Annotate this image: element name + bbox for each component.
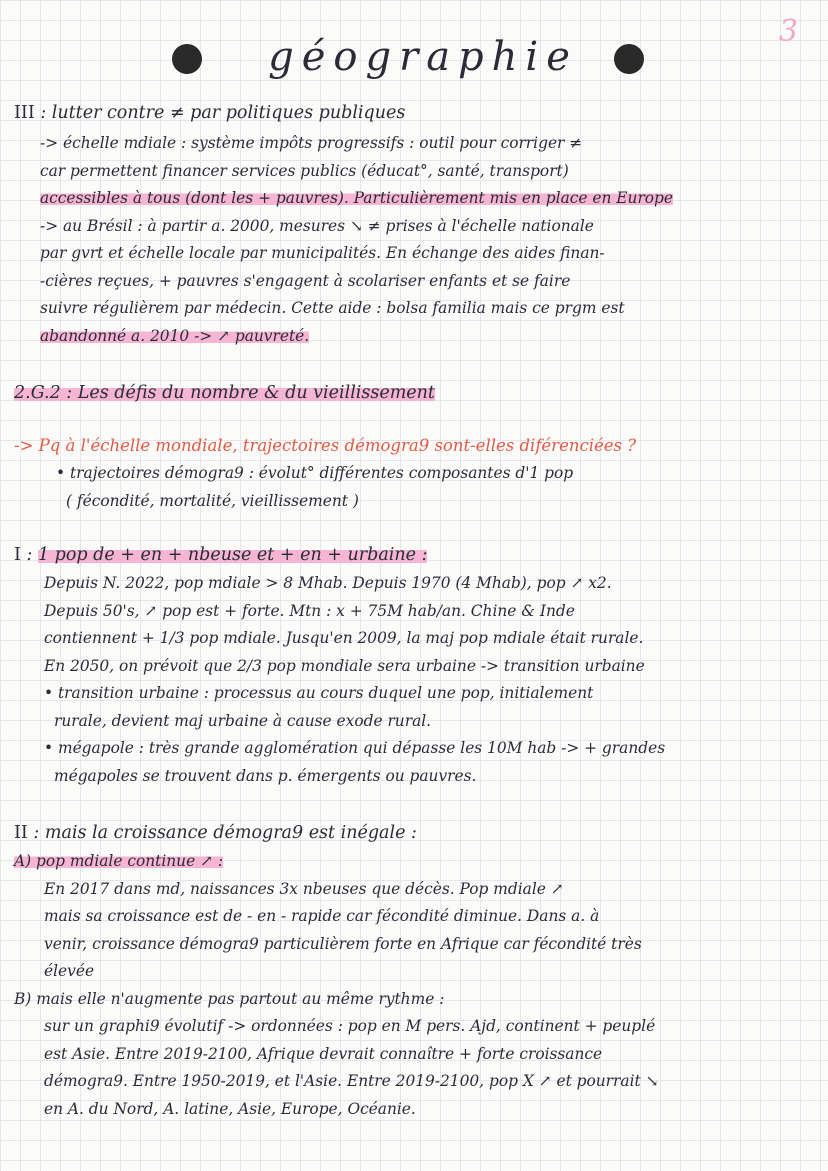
text-line: suivre régulièrem par médecin. Cette aide : bolsa familia mais ce prgm est xyxy=(40,299,625,317)
text-line: contiennent + 1/3 pop mdiale. Jusqu'en 2009, la maj pop mdiale était rurale. xyxy=(44,629,644,647)
text-line: venir, croissance démogra9 particulièrem forte en Afrique car fécondité très xyxy=(44,934,642,953)
text-line: sur un graphi9 évolutif -> ordonnées : pop en M pers. Ajd, continent + peuplé xyxy=(44,1017,656,1035)
text-line: -cières reçues, + pauvres s'engagent à scolariser enfants et se faire xyxy=(40,271,571,290)
bullet-line: mégapoles se trouvent dans p. émergents ou pauvres. xyxy=(54,766,477,785)
section-iii-heading: III : lutter contre ≠ par politiques publiques xyxy=(14,103,406,123)
text-line: En 2050, on prévoit que 2/3 pop mondiale sera urbaine -> transition urbaine xyxy=(44,656,645,675)
subsection-a-heading: A) pop mdiale continue ↗ : xyxy=(14,852,224,870)
section-label: I xyxy=(14,545,21,565)
section-heading-text: lutter contre ≠ par politiques publiques xyxy=(51,103,406,123)
binder-hole-left xyxy=(172,44,202,74)
section-iii-body xyxy=(40,130,816,350)
definition-line: ( fécondité, mortalité, vieillissement ) xyxy=(66,491,359,510)
text-line: car permettent financer services publics (éducat°, santé, transport) xyxy=(40,161,569,180)
bullet-line: • mégapole : très grande agglomération qui dépasse les 10M hab -> + grandes xyxy=(44,735,816,763)
section-label: II xyxy=(14,823,28,843)
page-number: 3 xyxy=(778,14,798,49)
text-line: Depuis N. 2022, pop mdiale > 8 Mhab. Depuis 1970 (4 Mhab), pop ↗ x2. xyxy=(44,574,612,592)
definition-line: • trajectoires démogra9 : évolut° différentes composantes d'1 pop xyxy=(56,460,816,488)
definition-trajectoires xyxy=(56,460,816,515)
binder-hole-right xyxy=(614,44,644,74)
text-line: par gvrt et échelle locale par municipalités. En échange des aides finan- xyxy=(40,244,605,262)
text-line: abandonné a. 2010 -> ↗ pauvreté. xyxy=(40,326,310,345)
text-line: démogra9. Entre 1950-2019, et l'Asie. Entre 2019-2100, pop X ↗ et pourrait ↘ xyxy=(44,1072,659,1090)
section-heading-text: mais la croissance démogra9 est inégale : xyxy=(44,823,417,843)
text-line: en A. du Nord, A. latine, Asie, Europe, Océanie. xyxy=(44,1099,416,1118)
section-ii-body xyxy=(14,848,816,1123)
section-label: III xyxy=(14,103,35,123)
text-line: En 2017 dans md, naissances 3x nbeuses que décès. Pop mdiale ↗ xyxy=(44,879,564,898)
section-i-body xyxy=(44,570,816,790)
page-title: géographie xyxy=(268,34,578,80)
text-line: Depuis 50's, ↗ pop est + forte. Mtn : x + 75M hab/an. Chine & Inde xyxy=(44,601,575,620)
text-line: -> au Brésil : à partir a. 2000, mesures ↘ ≠ prises à l'échelle nationale xyxy=(40,216,594,235)
section-ii-heading: II : mais la croissance démogra9 est inégale : xyxy=(14,823,417,843)
text-line: mais sa croissance est de - en - rapide car fécondité diminue. Dans a. à xyxy=(44,907,600,925)
text-line: est Asie. Entre 2019-2100, Afrique devrait connaître + forte croissance xyxy=(44,1044,603,1063)
text-line: accessibles à tous (dont les + pauvres). Particulièrement mis en place en Europe xyxy=(40,189,674,207)
section-heading-text: 1 pop de + en + nbeuse et + en + urbaine : xyxy=(37,545,428,565)
problem-question: -> Pq à l'échelle mondiale, trajectoires démogra9 sont-elles diférenciées ? xyxy=(14,436,637,455)
subsection-b-heading: B) mais elle n'augmente pas partout au même rythme : xyxy=(14,989,445,1008)
text-line: -> échelle mdiale : système impôts progressifs : outil pour corriger ≠ xyxy=(40,134,583,152)
bullet-line: • transition urbaine : processus au cours duquel une pop, initialement xyxy=(44,680,816,708)
chapter-heading: 2.G.2 : Les défis du nombre & du vieillissement xyxy=(14,383,435,403)
section-i-heading: I : 1 pop de + en + nbeuse et + en + urbaine : xyxy=(14,545,428,565)
bullet-line: rurale, devient maj urbaine à cause exode rural. xyxy=(54,711,432,730)
text-line: élevée xyxy=(44,962,95,980)
